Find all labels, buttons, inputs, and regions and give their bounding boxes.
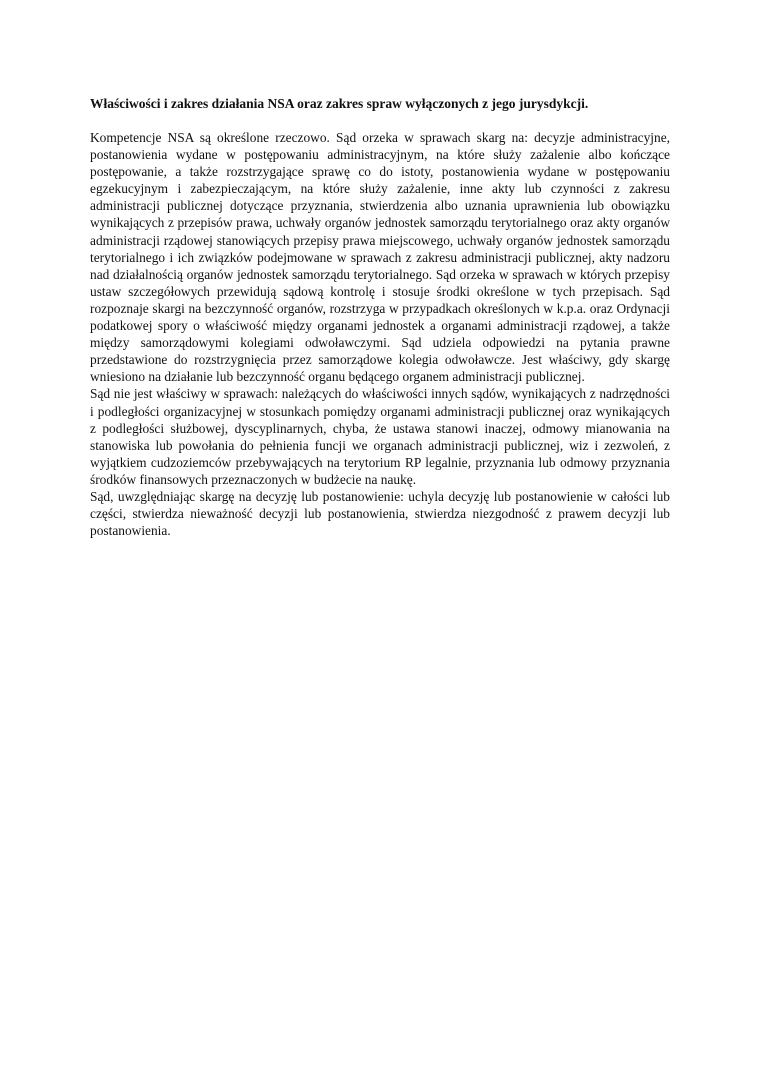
paragraph-ruling-powers: Sąd, uwzględniając skargę na decyzję lub postanowienie: uchyla decyzję lub postanowienie w całości lub części, stwierdza nieważność decyzji lub postanowienia, stwierdza niezgodność z prawem decyzji lub postanowienia. xyxy=(90,488,670,539)
document-page xyxy=(90,95,670,539)
document-title: Właściwości i zakres działania NSA oraz zakres spraw wyłączonych z jego jurysdykcji. xyxy=(90,96,589,111)
paragraph-competences: Kompetencje NSA są określone rzeczowo. Sąd orzeka w sprawach skarg na: decyzje administracyjne, postanowienia wydane w postępowaniu administracyjnym, na które służy zażalenie albo kończące postępowanie, a także rozstrzygające sprawę co do istoty, postanowienia wydane w postępowaniu egzekucyjnym i zabezpieczającym, na które służy zażalenie, inne akty lub czynności z zakresu administracji publicznej dotyczące przyznania, stwierdzenia albo uznania uprawnienia lub obowiązku wynikających z przepisów prawa, uchwały organów jednostek samorządu terytorialnego oraz akty organów administracji rządowej stanowiących przepisy prawa miejscowego, uchwały organów jednostek samorządu terytorialnego i ich związków podejmowane w sprawach z zakresu administracji publicznej, akty nadzoru nad działalnością organów jednostek samorządu terytorialnego. Sąd orzeka w sprawach w których przepisy ustaw szczegółowych przewidują sądową kontrolę i stosuje środki określone w tych przepisach. Sąd rozpoznaje skargi na bezczynność organów, rozstrzyga w przypadkach określonych w k.p.a. oraz Ordynacji podatkowej spory o właściwość między organami jednostek a organami administracji rządowej, a także między samorządowymi kolegiami odwoławczymi. Sąd udziela odpowiedzi na pytania prawne przedstawione do rozstrzygnięcia przez samorządowe kolegia odwoławcze. Jest właściwy, gdy skargę wniesiono na działanie lub bezczynność organu będącego organem administracji publicznej. xyxy=(90,130,670,385)
paragraph-exclusions: Sąd nie jest właściwy w sprawach: należących do właściwości innych sądów, wynikających z nadrzędności i podległości organizacyjnej w stosunkach pomiędzy organami administracji publicznej oraz wynikających z podległości służbowej, dyscyplinarnych, chyba, że ustawa stanowi inaczej, odmowy mianowania na stanowiska lub powołania do pełnienia funcji we organach administracji publicznej, wiz i zezwoleń, z wyjątkiem cudzoziemców przebywających na terytorium RP legalnie, przyznania lub odmowy przyznania środków finansowych przeznaczonych w budżecie na naukę. xyxy=(90,386,670,487)
